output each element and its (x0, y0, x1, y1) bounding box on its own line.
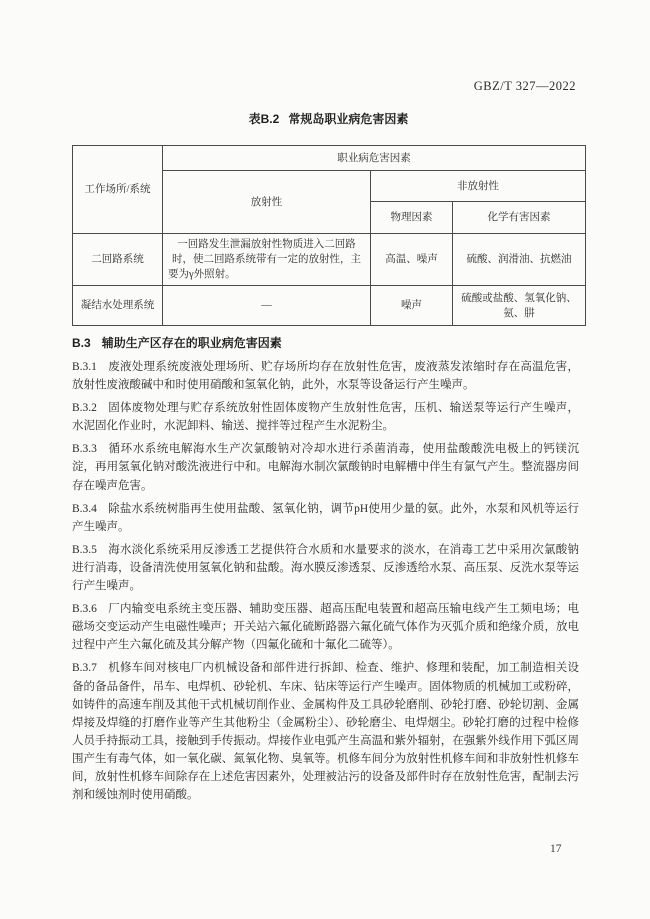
hazard-factors-table (72, 145, 586, 326)
cell-workplace: 二回路系统 (73, 234, 163, 286)
paragraph-b3-3 (72, 440, 579, 494)
paragraph-text: 除盐水系统树脂再生使用盐酸、氢氧化钠，调节pH使用少量的氨。此外，水泵和风机等运行产生噪声。 (72, 502, 579, 533)
table-title-text: 常规岛职业病危害因素 (288, 112, 409, 126)
cell-workplace: 凝结水处理系统 (73, 286, 163, 326)
paragraph-b3-4 (72, 500, 579, 536)
paragraph-label: B.3.2 (72, 402, 97, 415)
paragraph-text: 废液处理系统废液处理场所、贮存场所均存在放射性危害，废液蒸发浓缩时存在高温危害，放射性废液酸碱中和时使用硝酸和氢氧化钠，此外，水泵等设备运行产生噪声。 (72, 361, 579, 392)
cell-physical: 高温、噪声 (371, 234, 453, 286)
col-header-radioactive: 放射性 (163, 171, 371, 234)
section-body (72, 358, 579, 809)
paragraph-text: 固体废物处理与贮存系统放射性固体废物产生放射性危害，压机、输送泵等运行产生噪声，水泥固化作业时，水泥卸料、输送、搅拌等过程产生水泥粉尘。 (72, 402, 579, 433)
paragraph-label: B.3.4 (72, 502, 97, 515)
paragraph-label: B.3.7 (72, 662, 97, 675)
doc-standard-number: GBZ/T 327—2022 (473, 79, 576, 93)
paragraph-text: 循环水系统电解海水生产次氯酸钠对冷却水进行杀菌消毒，使用盐酸酸洗电极上的钙镁沉淀，再用氢氧化钠对酸洗液进行中和。电解海水制次氯酸钠时电解槽中伴生有氯气产生。整流器房间存在噪声危害。 (72, 443, 579, 492)
paragraph-text: 厂内输变电系统主变压器、辅助变压器、超高压配电装置和超高压输电线产生工频电场；电磁场交变运动产生电磁性噪声；开关站六氟化硫断路器六氟化硫气体作为灭弧介质和绝缘介质，放电过程中产生六氟化硫及其分解产物（四氟化硫和十氟化二硫等）。 (72, 603, 579, 652)
page-number: 17 (550, 843, 562, 855)
col-header-workplace: 工作场所/系统 (73, 146, 163, 234)
paragraph-b3-1 (72, 358, 579, 394)
paragraph-b3-7 (72, 659, 579, 804)
table-row (73, 234, 586, 286)
table-title-label: 表B.2 (248, 112, 280, 126)
paragraph-label: B.3.3 (72, 443, 97, 456)
cell-chemical: 硫酸、润滑油、抗燃油 (453, 234, 586, 286)
paragraph-b3-2 (72, 399, 579, 435)
cell-radioactive: — (163, 286, 371, 326)
paragraph-label: B.3.6 (72, 603, 97, 616)
paragraph-text: 海水淡化系统采用反渗透工艺提供符合水质和水量要求的淡水，在消毒工艺中采用次氯酸钠进行消毒，设备清洗使用氢氧化钠和盐酸。海水膜反渗透泵、反渗透给水泵、高压泵、反洗水泵等运行产生噪声。 (72, 543, 579, 593)
col-header-physical: 物理因素 (371, 202, 453, 234)
cell-physical: 噪声 (371, 286, 453, 326)
paragraph-text: 机修车间对核电厂内机械设备和部件进行拆卸、检查、维护、修理和装配，加工制造相关设备的备品备件，吊车、电焊机、砂轮机、车床、钻床等运行产生噪声。固体物质的机械加工或粉碎，如铸件的高速车削及其他干式机械切削作业、金属构件及工具砂轮磨削、砂轮打磨、砂轮切割、金属焊接及焊缝的打磨作业等产生其他粉尘（金属粉尘）、砂轮磨尘、电焊烟尘。砂轮打磨的过程中检修人员手持振动工具，接触到手传振动。焊接作业电弧产生高温和紫外辐射，在强紫外线作用下弧区周围产生有毒气体，如一氧化碳、氮氧化物、臭氧等。机修车间分为放射性机修车间和非放射性机修车间，放射性机修车间除存在上述危害因素外，处理被沾污的设备及部件时存在放射性危害，配制去污剂和缓蚀剂时使用硝酸。 (72, 662, 579, 802)
paragraph-label: B.3.1 (72, 361, 97, 373)
col-header-nonradioactive: 非放射性 (371, 171, 586, 202)
paragraph-label: B.3.5 (72, 543, 97, 556)
table-title (72, 110, 585, 127)
cell-chemical: 硫酸或盐酸、氢氧化钠、氨、肼 (453, 286, 586, 326)
section-heading-text: 辅助生产区存在的职业病危害因素 (101, 336, 282, 350)
table-row (73, 286, 586, 326)
table-header-row-1 (73, 146, 586, 171)
paragraph-b3-6 (72, 600, 579, 654)
section-heading-b3 (72, 334, 579, 351)
col-header-chemical: 化学有害因素 (453, 202, 586, 234)
paragraph-b3-5 (72, 541, 579, 595)
section-heading-label: B.3 (72, 336, 91, 350)
cell-radioactive: 一回路发生泄漏放射性物质进入二回路时，使二回路系统带有一定的放射性，主要为γ外照射。 (163, 234, 371, 286)
col-header-hazards: 职业病危害因素 (163, 146, 586, 171)
